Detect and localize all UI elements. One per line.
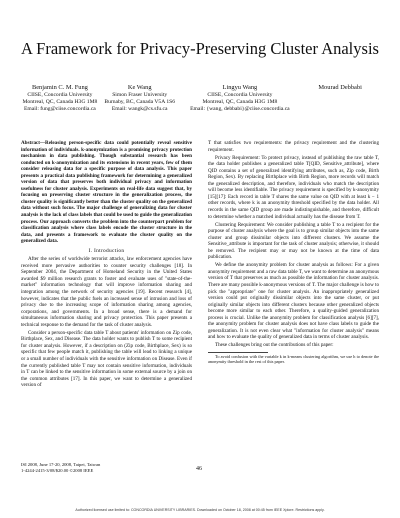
author-affiliation: CIISE, Concordia University (27, 92, 93, 98)
publication-info (21, 462, 100, 474)
author-email: Email: fung@ciise.concordia.ca (24, 106, 96, 113)
author-affiliation: Simon Fraser University (112, 92, 168, 98)
paragraph-privacy-requirement: Privacy Requirement: To protect privacy, instead of publishing the raw table T, the data holder publishes a generalized table T[QID, Sensitive_attribute], where QID contains a set of generalized identifying attributes, such as, Zip code, Birth Region, Sex). By replacing Birthplace with Birth Region, more records will match the generalized description, and therefore, individuals who match the description will become less identifiable. The privacy requirement is specified by k-anonymity [15][17]: Each record in table T shares the same value on QID with at least k − 1 other records, where k is an anonymity threshold specified by the data holder. All records in the same QID group are made indistinguishable, and therefore, difficult to determine whether a matched individual actually has the disease from T. (208, 154, 379, 220)
right-column (208, 140, 379, 366)
author-email: Email: wangk@cs.sfu.ca (111, 106, 168, 113)
author-2 (100, 84, 180, 114)
licence-notice: Authorized licensed use limited to: CONCORDIA UNIVERSITY LIBRARIES. Downloaded on October 18, 2008 at 00:45 from IEEE Xplore. Restrictions apply. (75, 508, 325, 512)
page-number: 46 (196, 466, 202, 472)
author-1 (20, 84, 100, 114)
isbn-line: 1-4244-2415-3/08/$20.00 ©2008 IEEE (21, 468, 94, 473)
author-name: Ke Wang (127, 84, 152, 91)
left-column (21, 140, 192, 390)
author-affiliation: CIISE, Concordia University (207, 92, 273, 98)
author-name: Benjamin C. M. Fung (31, 84, 88, 91)
paragraph: T that satisfies two requirements: the privacy requirement and the clustering requirement. (208, 140, 379, 153)
author-block (20, 84, 380, 114)
author-name: Lingyu Wang (222, 84, 258, 91)
author-address: Montreal, QC, Canada H3G 1M8 (202, 99, 278, 106)
section-heading-introduction: I. Introduction (88, 247, 125, 254)
paragraph: Consider a person-specific data table T about patients' information on Zip code, Birthplace, Sex, and Disease. The data holder wants to publish T to some recipient for cluster analysis. However, if a description on (Zip code, Birthplace, Sex) is so specific that few people match it, publishing the table will lead to linking a unique or a small number of individuals with the sensitive information on Disease. Even if the currently published table T may not contain sensitive information, individuals in T can be linked to the sensitive information in some external source by a join on the common attributes [17]. In this paper, we want to determine a generalized version of (21, 329, 192, 389)
abstract: Abstract—Releasing person-specific data could potentially reveal sensitive information of individuals. k-anonymization is a promising privacy protection mechanism in data publishing. Though substantial research has been conducted on k-anonymization and its extensions in recent years, few of them consider releasing data for a specific purpose of data analysis. This paper presents a practical data publishing framework for determining a generalized version of data that preserves both individual privacy and information usefulness for cluster analysis. Experiments on real-life data suggest that, by focusing on preserving cluster structure in the generalization process, the cluster quality is significantly better than the cluster quality on the generalized data without such focus. The major challenge of generalizing data for cluster analysis is the lack of class labels that could be used to guide the generalization process. Our approach converts the problem into the counterpart problem for classification analysis where class labels encode the cluster structure in the data, and presents a framework to evaluate the cluster quality on the generalized data. (21, 140, 192, 245)
paper-title: A Framework for Privacy-Preserving Cluster Analysis (21, 39, 379, 58)
author-4 (300, 84, 380, 114)
author-address: Burnaby, BC, Canada V5A 1S6 (104, 99, 176, 106)
footnote: To avoid confusion with the variable k in k-means clustering algorithm, we use h to denote the anonymity threshold in the rest of this paper. (208, 353, 379, 365)
paragraph: We define the anonymity problem for cluster analysis as follows: For a given anonymity requirement and a raw data table T, we want to determine an anonymous version of T that preserves as much as possible the information for cluster analysis. There are many possible k-anonymous versions of T. The major challenge is how to pick the "appropriate" one for cluster analysis. An inappropriately generalized version could put originally dissimilar objects into the same cluster, or put originally similar objects into different clusters because other generalized objects become more similar to each other. Therefore, a quality-guided generalization process is crucial. Unlike the anonymity problem for classification analysis [6][7], the anonymity problem for cluster analysis does not have class labels to guide the generalization. It is not even clear what "information for cluster analysis" means and how to evaluate the quality of generalized data in terms of cluster analysis. (208, 262, 379, 341)
author-3 (180, 84, 301, 114)
author-address: Montreal, QC, Canada H3G 1M8 (22, 99, 98, 106)
conference-line: ISI 2008, June 17-20, 2008, Taipei, Taiwan (21, 462, 101, 467)
author-email: Email: {wang, debbabi}@ciise.concordia.ca (190, 106, 290, 113)
paragraph: After the series of worldwide terrorist attacks, law enforcement agencies have received more pervasive authorities to counter security challenges [18]. In September 2004, the Department of Homeland Security in the United States awarded $9 million research grants to foster and evaluate uses of "state-of-the-market" information technology that will improve information sharing and integration among the network of security agencies [19]. Recent research [4], however, indicates that the public fuels an increased sense of intrusion and loss of privacy due to the increasing scope of information sharing among agencies, corporations, and governments. In a broad sense, there is a demand for simultaneous information sharing and privacy protection. This paper presents a technical response to the demand for the task of cluster analysis. (21, 256, 192, 328)
author-name: Mourad Debbabi (318, 84, 362, 91)
paragraph-clustering-requirement: Clustering Requirement: We consider publishing a table T to a recipient for the purpose of cluster analysis where the goal is to group similar objects into the same cluster and group dissimilar objects into different clusters. We assume the Sensitive_attribute is important for the task of cluster analysis; otherwise, it should be removed. The recipient may or may not be known at the time of data publication. (208, 221, 379, 261)
paragraph: These challenges bring out the contributions of this paper: (215, 342, 334, 349)
